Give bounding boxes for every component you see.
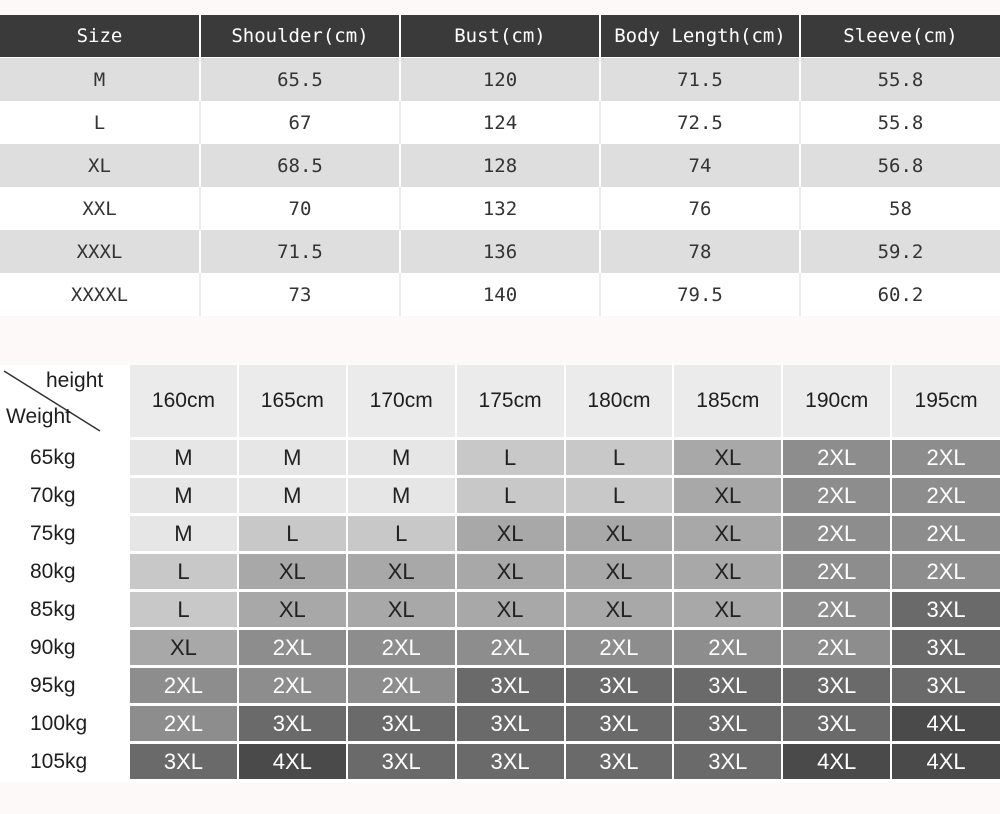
size-cell: 3XL: [782, 705, 891, 743]
shoulder-cell: 70: [200, 187, 400, 230]
size-cell: 3XL: [565, 667, 674, 705]
body-length-cell: 74: [600, 144, 800, 187]
size-cell: XXL: [0, 187, 200, 230]
size-guide-body: [0, 439, 1000, 781]
corner-weight-label: Weight: [6, 405, 71, 428]
header-bust: Bust(cm): [400, 15, 600, 58]
size-cell: 2XL: [238, 629, 347, 667]
corner-header: [0, 365, 129, 439]
bust-cell: 132: [400, 187, 600, 230]
table-row: [0, 743, 1000, 781]
size-cell: 2XL: [347, 667, 456, 705]
body-length-cell: 71.5: [600, 58, 800, 102]
header-size: Size: [0, 15, 200, 58]
size-cell: 3XL: [673, 705, 782, 743]
size-cell: XL: [565, 553, 674, 591]
table-row: [0, 58, 1000, 102]
weight-label: 85kg: [0, 591, 129, 629]
size-cell: 4XL: [782, 743, 891, 781]
size-cell: M: [238, 477, 347, 515]
corner-height-label: height: [46, 369, 104, 392]
height-header: 190cm: [782, 365, 891, 439]
shoulder-cell: 71.5: [200, 230, 400, 273]
header-sleeve: Sleeve(cm): [800, 15, 1000, 58]
size-cell: L: [565, 477, 674, 515]
height-header: 165cm: [238, 365, 347, 439]
size-cell: M: [238, 439, 347, 477]
height-header: 195cm: [891, 365, 1000, 439]
table-row: [0, 230, 1000, 273]
size-cell: 2XL: [782, 439, 891, 477]
size-cell: M: [347, 439, 456, 477]
weight-label: 95kg: [0, 667, 129, 705]
sleeve-cell: 55.8: [800, 101, 1000, 144]
table-row: [0, 439, 1000, 477]
size-cell: XL: [565, 515, 674, 553]
table-row: [0, 187, 1000, 230]
size-cell: 2XL: [782, 629, 891, 667]
size-cell: M: [129, 477, 238, 515]
size-cell: XXXXL: [0, 273, 200, 316]
weight-label: 90kg: [0, 629, 129, 667]
height-header: 185cm: [673, 365, 782, 439]
weight-label: 70kg: [0, 477, 129, 515]
size-cell: XL: [238, 591, 347, 629]
size-cell: 2XL: [891, 477, 1000, 515]
size-cell: 2XL: [891, 439, 1000, 477]
size-cell: 2XL: [782, 515, 891, 553]
size-cell: 3XL: [782, 667, 891, 705]
body-length-cell: 79.5: [600, 273, 800, 316]
bust-cell: 136: [400, 230, 600, 273]
size-cell: 2XL: [129, 705, 238, 743]
sleeve-cell: 59.2: [800, 230, 1000, 273]
height-header: 180cm: [565, 365, 674, 439]
size-cell: M: [347, 477, 456, 515]
size-cell: M: [129, 515, 238, 553]
header-body-length: Body Length(cm): [600, 15, 800, 58]
size-cell: 3XL: [891, 629, 1000, 667]
table-row: [0, 273, 1000, 316]
size-cell: XXXL: [0, 230, 200, 273]
size-cell: XL: [673, 439, 782, 477]
size-cell: 2XL: [238, 667, 347, 705]
bust-cell: 120: [400, 58, 600, 102]
size-cell: 3XL: [456, 667, 565, 705]
size-cell: XL: [0, 144, 200, 187]
size-cell: XL: [456, 515, 565, 553]
sleeve-cell: 60.2: [800, 273, 1000, 316]
weight-label: 100kg: [0, 705, 129, 743]
size-cell: XL: [456, 591, 565, 629]
size-cell: 2XL: [782, 553, 891, 591]
size-cell: L: [456, 439, 565, 477]
size-cell: L: [238, 515, 347, 553]
weight-label: 105kg: [0, 743, 129, 781]
size-guide-section: [0, 365, 1000, 779]
sleeve-cell: 58: [800, 187, 1000, 230]
size-cell: XL: [238, 553, 347, 591]
size-cell: XL: [129, 629, 238, 667]
size-guide-table: [0, 365, 1000, 782]
size-cell: 2XL: [565, 629, 674, 667]
table-row: [0, 477, 1000, 515]
size-cell: XL: [673, 477, 782, 515]
size-cell: 2XL: [456, 629, 565, 667]
height-header: 170cm: [347, 365, 456, 439]
size-cell: 2XL: [673, 629, 782, 667]
size-cell: XL: [673, 591, 782, 629]
measurement-table: [0, 15, 1000, 316]
shoulder-cell: 65.5: [200, 58, 400, 102]
size-cell: 3XL: [456, 743, 565, 781]
size-cell: 3XL: [347, 705, 456, 743]
table-row: [0, 705, 1000, 743]
size-cell: 2XL: [347, 629, 456, 667]
size-cell: 3XL: [673, 667, 782, 705]
size-cell: XL: [673, 553, 782, 591]
body-length-cell: 76: [600, 187, 800, 230]
size-cell: 2XL: [891, 515, 1000, 553]
size-cell: L: [129, 553, 238, 591]
table-row: [0, 515, 1000, 553]
sleeve-cell: 55.8: [800, 58, 1000, 102]
size-cell: 2XL: [891, 553, 1000, 591]
bust-cell: 128: [400, 144, 600, 187]
size-cell: 3XL: [347, 743, 456, 781]
measurement-header-row: [0, 15, 1000, 58]
size-cell: 3XL: [129, 743, 238, 781]
body-length-cell: 72.5: [600, 101, 800, 144]
size-cell: L: [347, 515, 456, 553]
size-cell: XL: [347, 591, 456, 629]
size-cell: 4XL: [238, 743, 347, 781]
bust-cell: 140: [400, 273, 600, 316]
weight-label: 75kg: [0, 515, 129, 553]
size-cell: M: [129, 439, 238, 477]
table-row: [0, 591, 1000, 629]
size-cell: XL: [565, 591, 674, 629]
height-header: 160cm: [129, 365, 238, 439]
size-cell: L: [565, 439, 674, 477]
table-row: [0, 629, 1000, 667]
body-length-cell: 78: [600, 230, 800, 273]
height-header: 175cm: [456, 365, 565, 439]
size-cell: 3XL: [238, 705, 347, 743]
size-cell: XL: [456, 553, 565, 591]
size-cell: 3XL: [565, 743, 674, 781]
size-cell: 2XL: [129, 667, 238, 705]
table-row: [0, 101, 1000, 144]
size-cell: 3XL: [673, 743, 782, 781]
shoulder-cell: 73: [200, 273, 400, 316]
size-cell: L: [0, 101, 200, 144]
bust-cell: 124: [400, 101, 600, 144]
height-header-row: [0, 365, 1000, 439]
weight-label: 80kg: [0, 553, 129, 591]
size-cell: 3XL: [456, 705, 565, 743]
size-cell: 3XL: [891, 591, 1000, 629]
sleeve-cell: 56.8: [800, 144, 1000, 187]
size-cell: M: [0, 58, 200, 102]
shoulder-cell: 68.5: [200, 144, 400, 187]
size-cell: 2XL: [782, 477, 891, 515]
size-cell: 4XL: [891, 743, 1000, 781]
size-cell: 3XL: [565, 705, 674, 743]
shoulder-cell: 67: [200, 101, 400, 144]
size-cell: XL: [347, 553, 456, 591]
size-cell: 2XL: [782, 591, 891, 629]
table-row: [0, 144, 1000, 187]
weight-label: 65kg: [0, 439, 129, 477]
size-cell: 4XL: [891, 705, 1000, 743]
size-cell: L: [129, 591, 238, 629]
header-shoulder: Shoulder(cm): [200, 15, 400, 58]
size-cell: 3XL: [891, 667, 1000, 705]
table-row: [0, 553, 1000, 591]
table-row: [0, 667, 1000, 705]
size-cell: L: [456, 477, 565, 515]
size-cell: XL: [673, 515, 782, 553]
